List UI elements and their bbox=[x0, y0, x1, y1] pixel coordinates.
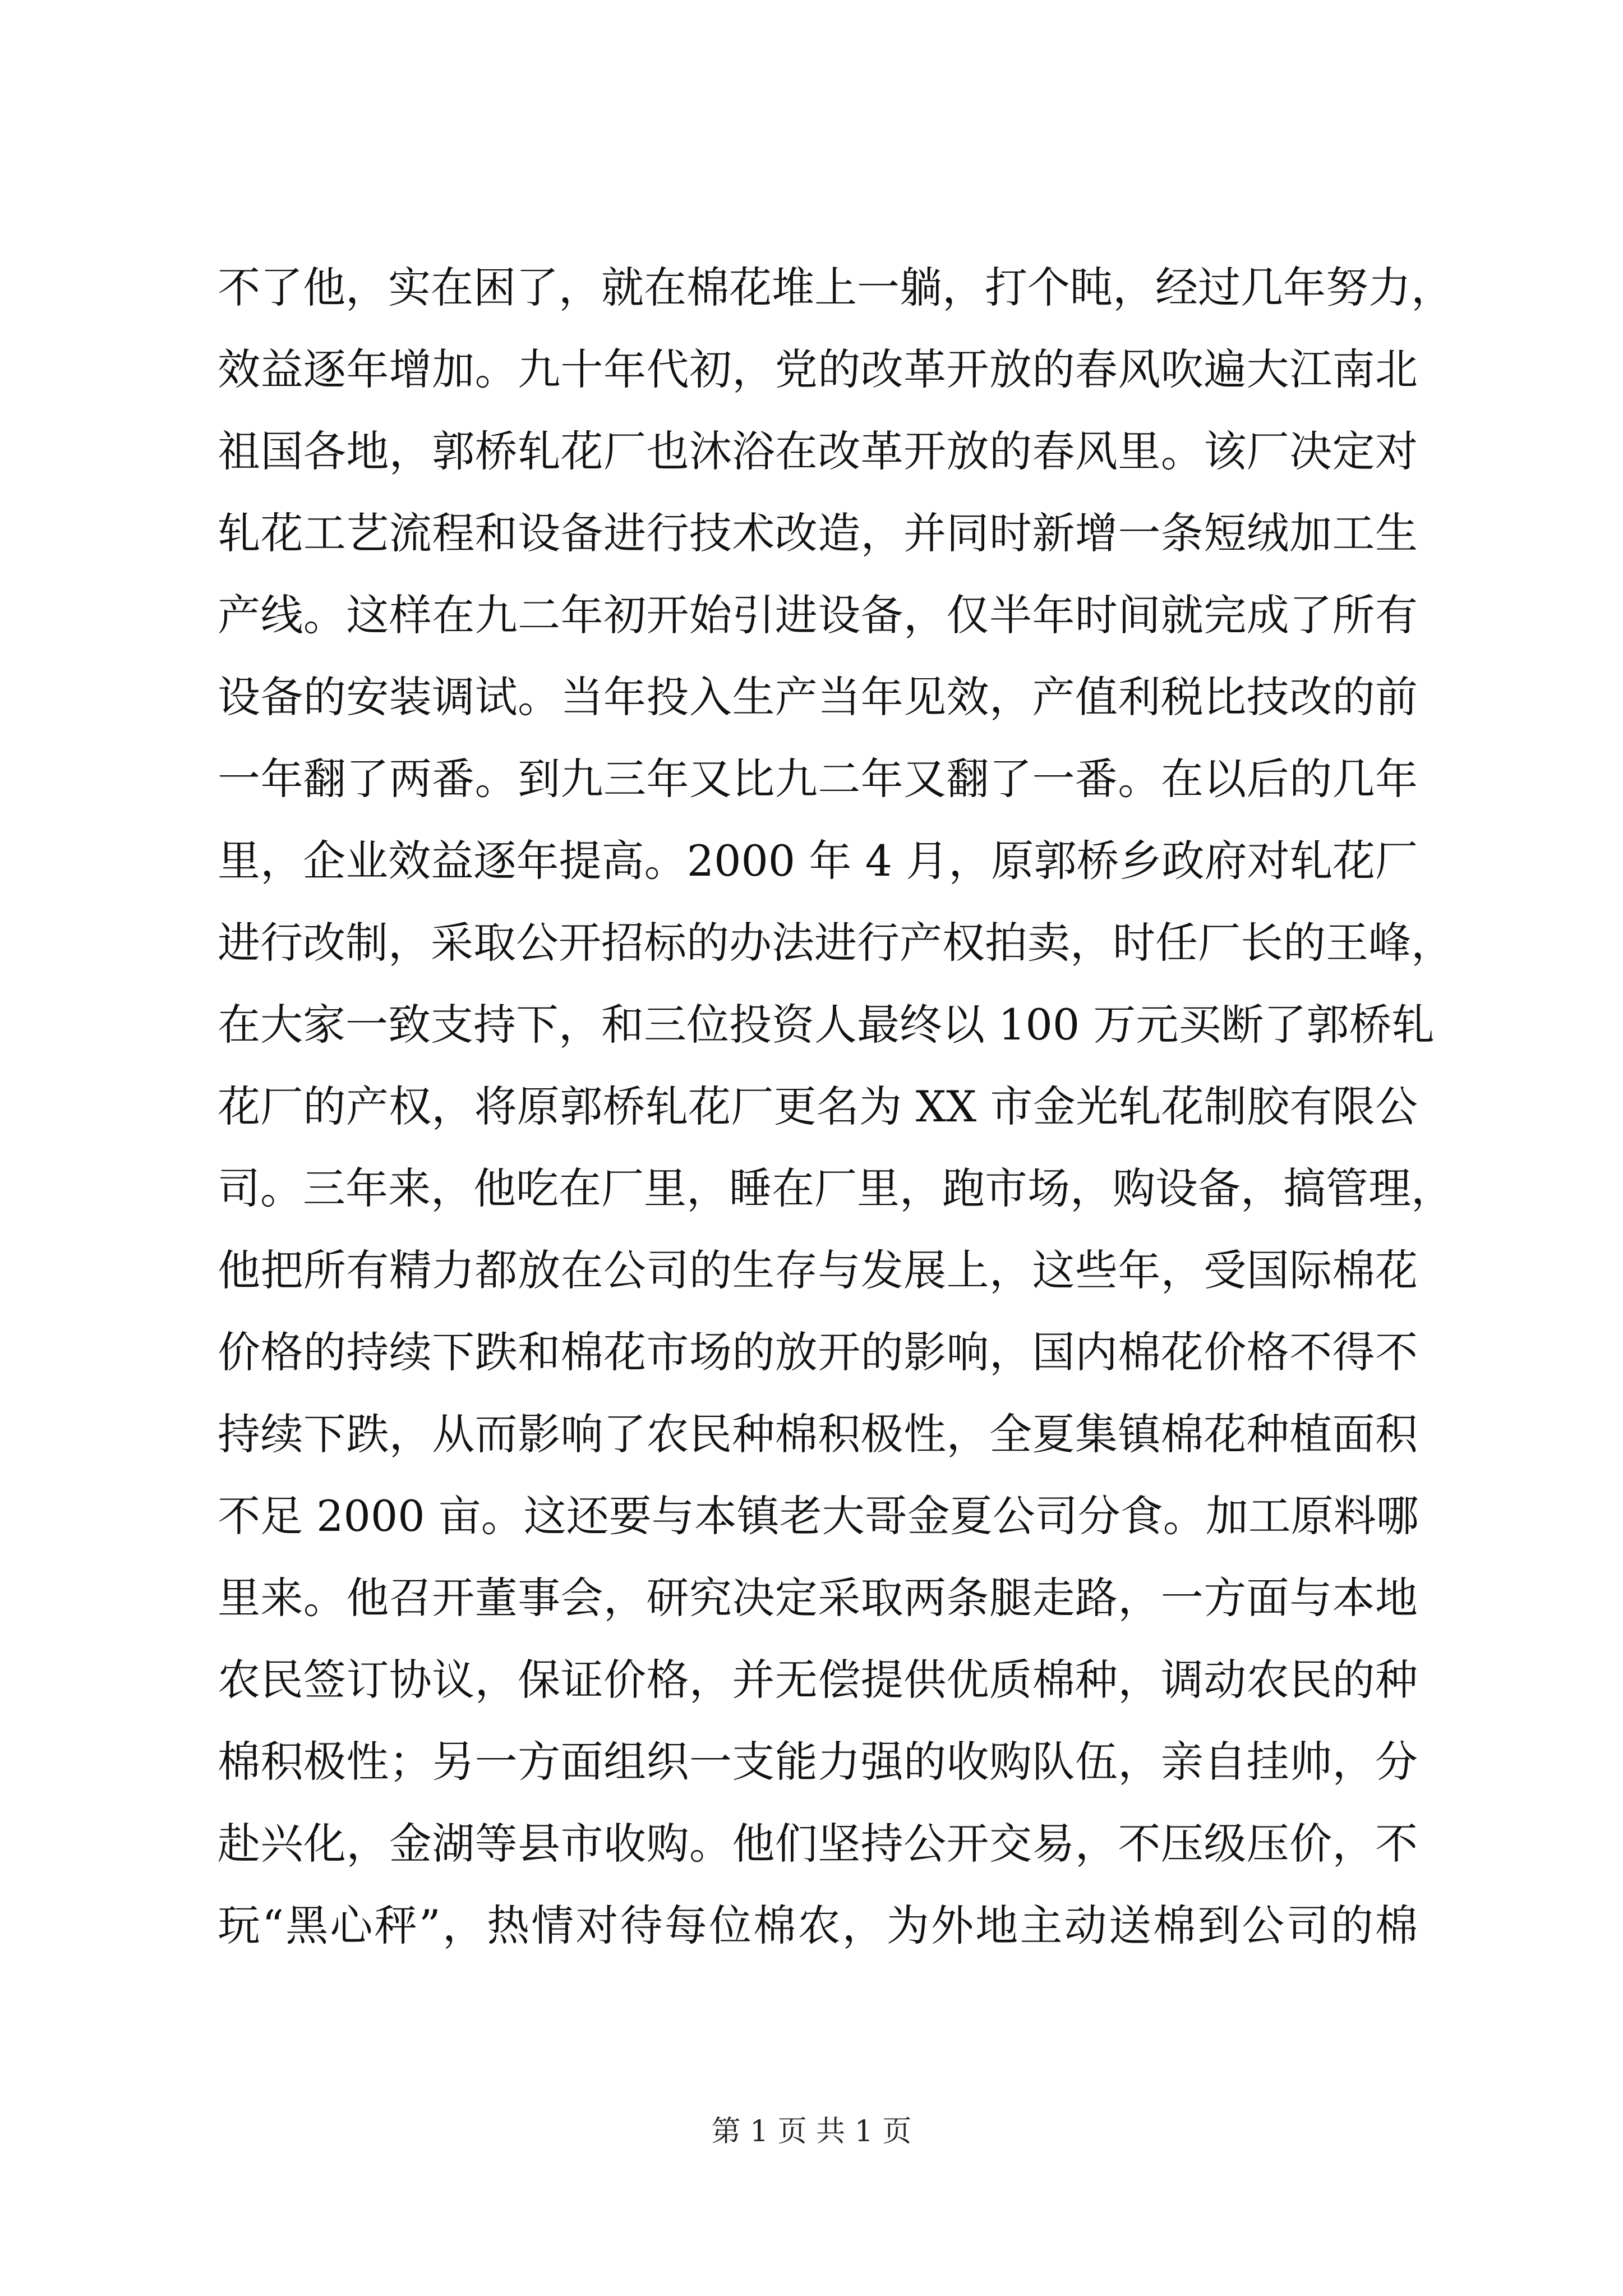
text-line: 设备的安装调试。当年投入生产当年见效，产值利税比技改的前 bbox=[218, 672, 1418, 722]
text-line: 一年翻了两番。到九三年又比九二年又翻了一番。在以后的几年 bbox=[218, 754, 1418, 804]
text-line: 赴兴化，金湖等县市收购。他们坚持公开交易，不压级压价，不 bbox=[218, 1819, 1418, 1869]
page-footer: 第 1 页 共 1 页 bbox=[711, 2115, 912, 2148]
text-line: 轧花工艺流程和设备进行技术改造，并同时新增一条短绒加工生 bbox=[218, 508, 1418, 558]
text-line: 花厂的产权，将原郭桥轧花厂更名为 XX 市金光轧花制胶有限公 bbox=[218, 1082, 1418, 1131]
text-line: 效益逐年增加。九十年代初，党的改革开放的春风吹遍大江南北 bbox=[218, 344, 1418, 394]
text-line: 棉积极性；另一方面组织一支能力强的收购队伍，亲自挂帅，分 bbox=[218, 1737, 1418, 1787]
text-line: 祖国各地，郭桥轧花厂也沐浴在改革开放的春风里。该厂决定对 bbox=[218, 426, 1418, 476]
text-line: 价格的持续下跌和棉花市场的放开的影响，国内棉花价格不得不 bbox=[218, 1327, 1418, 1377]
text-line: 里，企业效益逐年提高。2000 年 4 月，原郭桥乡政府对轧花厂 bbox=[218, 836, 1418, 886]
text-line: 玩“黑心秤”，热情对待每位棉农，为外地主动送棉到公司的棉 bbox=[218, 1901, 1418, 1950]
text-line: 农民签订协议，保证价格，并无偿提供优质棉种，调动农民的种 bbox=[218, 1655, 1418, 1705]
text-line: 不了他，实在困了，就在棉花堆上一躺，打个盹，经过几年努力， bbox=[218, 263, 1454, 312]
text-line: 产线。这样在九二年初开始引进设备，仅半年时间就完成了所有 bbox=[218, 590, 1418, 640]
text-line: 在大家一致支持下，和三位投资人最终以 100 万元买断了郭桥轧 bbox=[218, 1000, 1435, 1050]
text-line: 司。三年来，他吃在厂里，睡在厂里，跑市场，购设备，搞管理， bbox=[218, 1163, 1454, 1213]
text-line: 进行改制，采取公开招标的办法进行产权拍卖，时任厂长的王峰， bbox=[218, 918, 1454, 968]
text-line: 里来。他召开董事会，研究决定采取两条腿走路，一方面与本地 bbox=[218, 1573, 1418, 1623]
text-line: 不足 2000 亩。这还要与本镇老大哥金夏公司分食。加工原料哪 bbox=[218, 1491, 1419, 1541]
text-line: 他把所有精力都放在公司的生存与发展上，这些年，受国际棉花 bbox=[218, 1245, 1418, 1295]
text-line: 持续下跌，从而影响了农民种棉积极性，全夏集镇棉花种植面积 bbox=[218, 1409, 1418, 1459]
body-paragraph bbox=[218, 247, 1454, 1967]
